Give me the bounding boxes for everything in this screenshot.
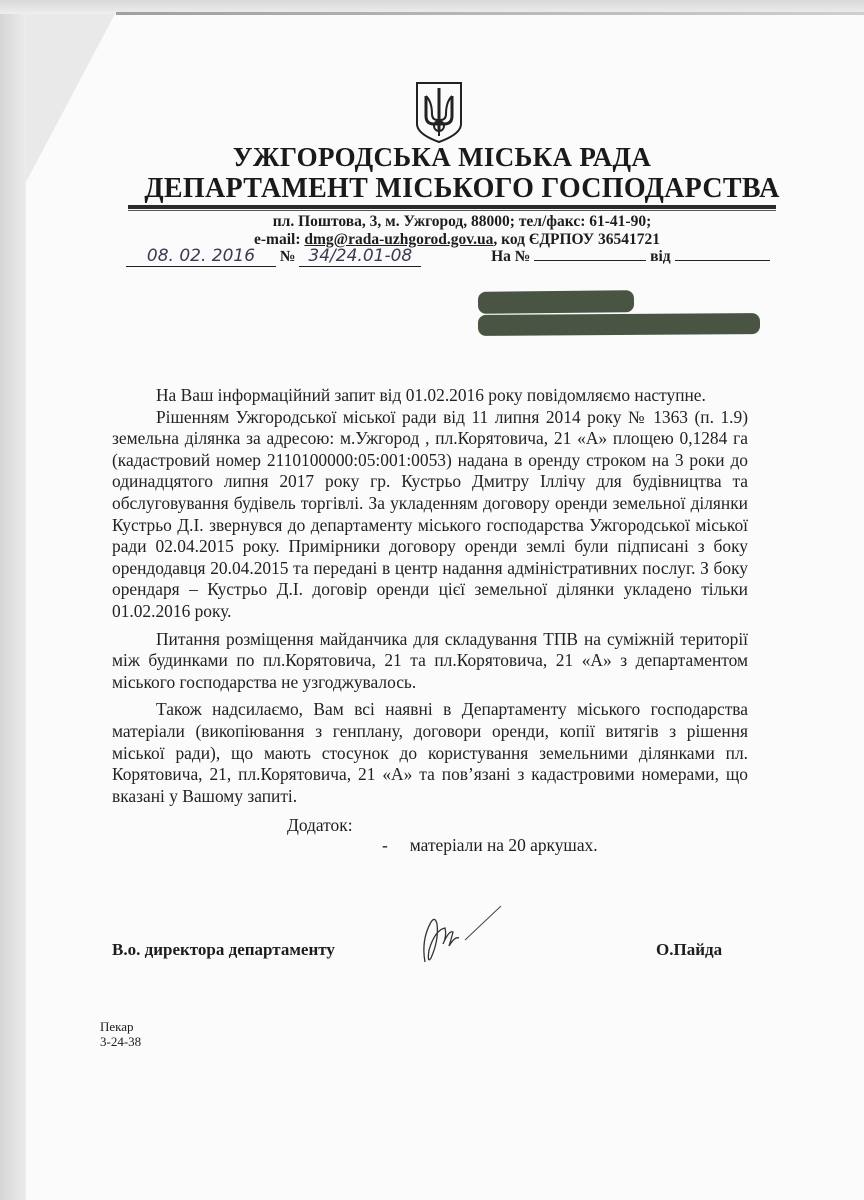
- letter-body: [112, 385, 748, 807]
- outgoing-date: 08. 02. 2016: [126, 246, 276, 267]
- reference-line: [126, 244, 770, 268]
- outgoing-number: 34/24.01-08: [299, 246, 421, 267]
- attachment-item-text: матеріали на 20 аркушах.: [409, 835, 598, 855]
- executor-phone: 3-24-38: [100, 1034, 142, 1049]
- paragraph: На Ваш інформаційний запит від 01.02.2016 року повідомляємо наступне.: [156, 385, 706, 405]
- email-link[interactable]: dmg@rada-uzhgorod.gov.ua: [304, 231, 494, 248]
- handwritten-signature-icon: [405, 900, 515, 970]
- scan-shadow-left: [0, 0, 26, 1200]
- attachment-label: Додаток:: [287, 815, 353, 835]
- executor-name: Пекар: [100, 1019, 134, 1034]
- signatory-name: О.Пайда: [656, 940, 723, 959]
- address-line: пл. Поштова, 3, м. Ужгород, 88000; тел/факс: 61-41-90;: [272, 213, 652, 230]
- organization-title: УЖГОРОДСЬКА МІСЬКА РАДА: [232, 142, 652, 172]
- paragraph: Рішенням Ужгородської міської ради від 11 липня 2014 року № 1363 (п. 1.9) земельна ділянка за адресою: м.Ужгород , пл.Корятовича, 21 «А» площею 0,1284 га (кадастровий номер 2110100000:05:001:0053) надана в оренду строком на 3 роки до одинадцятого липня 2017 року гр. Кустрьо Дмитру Іллічу для будівництва та обслуговування будівель торгівлі. За укладенням договору оренди земельної ділянки Кустрьо Д.І. звернувся до департаменту міського господарства Ужгородської міської ради 02.04.2015 року. Примірники договору оренди землі були підписані з боку орендодавця 20.04.2015 та передані в центр надання адміністративних послуг. З боку орендаря – Кустрьо Д.І. договір оренди цієї земельної ділянки укладено тільки 01.02.2016 року.: [112, 406, 748, 621]
- letterhead-rule-thick: [128, 205, 776, 209]
- edrpou-code: , код ЄДРПОУ 36541721: [493, 231, 660, 248]
- reply-to-number: [534, 244, 646, 261]
- signatory-position: В.о. директора департаменту: [112, 940, 335, 959]
- reply-to-date: [675, 244, 770, 261]
- scan-shadow-top: [0, 0, 864, 14]
- executor-info: [100, 1019, 141, 1049]
- page-top-edge: [26, 12, 864, 15]
- coat-of-arms-icon: [414, 80, 464, 144]
- reply-to-label: На №: [491, 248, 531, 265]
- attachment-item: [382, 835, 598, 856]
- number-label: №: [279, 248, 296, 265]
- paragraph: Питання розміщення майданчика для складування ТПВ на суміжній території між будинками по пл.Корятовича, 21 та пл.Корятовича, 21 «А» з департаментом міського господарства не узгоджувалось.: [112, 628, 748, 692]
- redacted-recipient-line-1: [478, 290, 634, 314]
- department-title: ДЕПАРТАМЕНТ МІСЬКОГО ГОСПОДАРСТВА: [144, 173, 780, 204]
- from-label: від: [650, 248, 671, 265]
- list-dash: -: [382, 835, 388, 855]
- paragraph: Також надсилаємо, Вам всі наявні в Департаменту міського господарства матеріали (викопіювання з генплану, договори оренди, копії витягів з рішення міської ради), що мають стосунок до користування земельними ділянками пл. Корятовича, 21, пл.Корятовича, 21 «А» та пов’язані з кадастровими номерами, що вказані у Вашому запиті.: [112, 699, 748, 806]
- email-prefix: e-mail:: [254, 231, 305, 248]
- letterhead-rule-thin: [128, 210, 776, 211]
- redacted-recipient-line-2: [478, 313, 760, 336]
